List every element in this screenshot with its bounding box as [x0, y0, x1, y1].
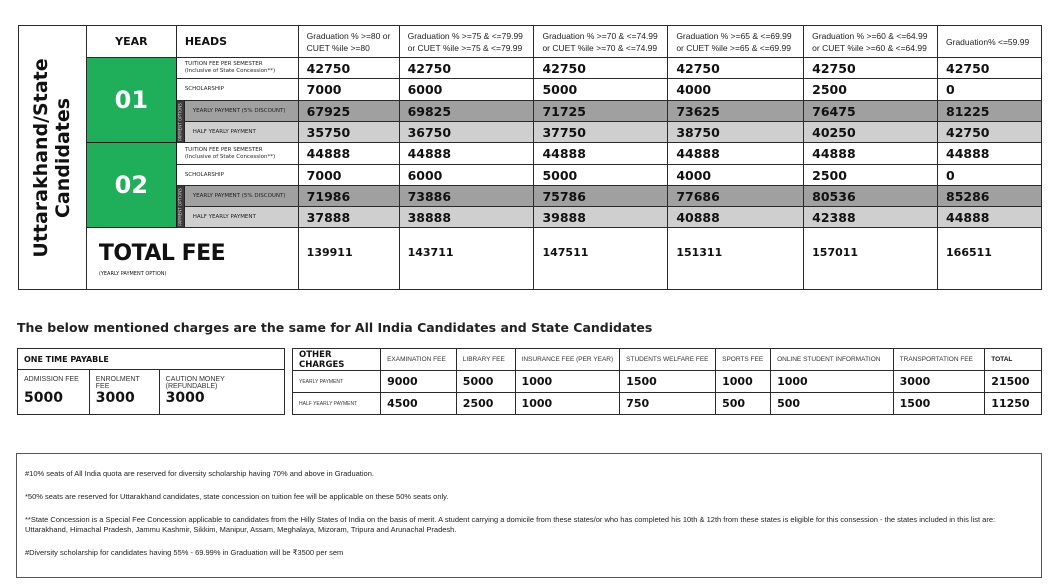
side-title: Uttarakhand/State Candidates: [30, 57, 75, 258]
fee-value: 75786: [534, 186, 668, 207]
fee-value: 44888: [298, 143, 399, 165]
fee-value: 6000: [399, 165, 534, 186]
table-row: [293, 349, 1042, 371]
head-label: HALF YEARLY PAYMENT: [184, 122, 298, 143]
table-row: [19, 143, 1042, 165]
charge-value: 4500: [381, 393, 457, 415]
other-charges-title: OTHER CHARGES: [293, 349, 381, 371]
total-value: 147511: [534, 228, 668, 290]
year-header: YEAR: [86, 26, 176, 58]
fee-value: 6000: [399, 79, 534, 101]
payment-options-label: PAYMENT OPTIONS: [177, 102, 183, 141]
head-label: YEARLY PAYMENT (5% DISCOUNT): [184, 186, 298, 207]
charge-total: 21500: [985, 371, 1042, 393]
fee-value: 71986: [298, 186, 399, 207]
head-label: HALF YEARLY PAYMENT: [184, 207, 298, 228]
charge-row-label: HALF YEARLY PAYMENT: [293, 393, 381, 415]
category-header: Graduation % >=65 & <=69.99 or CUET %ile >=65 & <=69.99: [668, 26, 804, 58]
head-subtext: (Inclusive of State Concession**): [184, 153, 276, 160]
fee-value: 40888: [668, 207, 804, 228]
fee-value: 42388: [804, 207, 938, 228]
fee-value: 39888: [534, 207, 668, 228]
fee-value: 5000: [534, 79, 668, 101]
head-label: [176, 58, 298, 79]
charge-row-label: YEARLY PAYMENT: [293, 371, 381, 393]
fee-value: 42750: [399, 58, 534, 79]
charge-value: 500: [771, 393, 894, 415]
note: #10% seats of All India quota are reserved for diversity scholarship having 70% and above in Graduation.: [25, 469, 374, 478]
fee-value: 42750: [938, 58, 1042, 79]
note: #Diversity scholarship for candidates having 55% - 69.99% in Graduation will be ₹3500 per sem: [25, 548, 344, 557]
fee-value: 38750: [668, 122, 804, 143]
table-row: [18, 370, 285, 391]
charge-value: 1000: [716, 371, 771, 393]
fee-value: 42750: [668, 58, 804, 79]
category-header: Graduation % >=60 & <=64.99 or CUET %ile >=60 & <=64.99: [804, 26, 938, 58]
charge-value: 5000: [456, 371, 515, 393]
fee-value: 44888: [938, 143, 1042, 165]
fee-value: 37750: [534, 122, 668, 143]
total-value: 151311: [668, 228, 804, 290]
fee-value: 35750: [298, 122, 399, 143]
charge-value: 1500: [893, 393, 985, 415]
charge-total: 11250: [985, 393, 1042, 415]
head-subtext: (Inclusive of State Concession**): [184, 68, 276, 74]
one-time-payable-table: [17, 348, 285, 415]
total-label: TOTAL FEE: [98, 240, 226, 266]
year-badge: 01: [86, 58, 176, 143]
charge-header: EXAMINATION FEE: [381, 349, 457, 371]
note: *50% seats are reserved for Uttarakhand candidates, state concession on tuition fee will be applicable on these 50% seats only.: [25, 492, 449, 501]
payment-options-label: PAYMENT OPTIONS: [177, 187, 183, 226]
charge-value: 1500: [620, 371, 716, 393]
total-value: 166511: [938, 228, 1042, 290]
charge-value: 2500: [456, 393, 515, 415]
fee-value: 80536: [804, 186, 938, 207]
charge-header: ONLINE STUDENT INFORMATION: [771, 349, 894, 371]
payment-options-strip: [176, 101, 184, 143]
total-label-cell: [86, 228, 298, 290]
table-row: [18, 390, 285, 415]
fee-value: 42750: [938, 122, 1042, 143]
fee-value: 7000: [298, 79, 399, 101]
total-value: 157011: [804, 228, 938, 290]
charge-value: 750: [620, 393, 716, 415]
head-label: YEARLY PAYMENT (5% DISCOUNT): [184, 101, 298, 122]
total-value: 143711: [399, 228, 534, 290]
charge-header-total: TOTAL: [985, 349, 1042, 371]
fee-value: 40250: [804, 122, 938, 143]
fee-value: 44888: [399, 143, 534, 165]
one-time-label: CAUTION MONEY (REFUNDABLE): [159, 370, 284, 391]
head-label: SCHOLARSHIP: [176, 165, 298, 186]
fee-value: 77686: [668, 186, 804, 207]
notes-box: [16, 453, 1042, 578]
fee-value: 2500: [804, 79, 938, 101]
fee-value: 69825: [399, 101, 534, 122]
fee-value: 4000: [668, 79, 804, 101]
charge-header: TRANSPORTATION FEE: [893, 349, 985, 371]
fee-value: 44888: [668, 143, 804, 165]
total-row: [19, 228, 1042, 290]
head-label: [176, 143, 298, 165]
fee-value: 37888: [298, 207, 399, 228]
fee-value: 7000: [298, 165, 399, 186]
fee-value: 76475: [804, 101, 938, 122]
header-row: [19, 26, 1042, 58]
charge-header: INSURANCE FEE (PER YEAR): [515, 349, 620, 371]
head-text: TUITION FEE PER SEMESTER: [184, 146, 263, 153]
fee-value: 36750: [399, 122, 534, 143]
one-time-value: 3000: [159, 390, 284, 415]
note: **State Concession is a Special Fee Concession applicable to candidates from the Hilly States of India on the basis of merit. A student carrying a domicile from these states/or who has completed his 10th & 12th from these states is eligible for this consession - the states included in this list are: Uttarakhand, Himachal Pradesh, Jammu Kashmir, Sikkim, Manipur, Assam, Meghalaya, Mizoram, Tripura and Arunachal Pradesh.: [25, 515, 996, 534]
charge-value: 1000: [771, 371, 894, 393]
fee-value: 85286: [938, 186, 1042, 207]
state-fee-table: [18, 25, 1042, 290]
heads-header: HEADS: [176, 26, 298, 58]
table-row: [293, 393, 1042, 415]
year-badge: 02: [86, 143, 176, 228]
charge-header: SPORTS FEE: [716, 349, 771, 371]
table-row: [18, 349, 285, 370]
side-title-cell: [19, 26, 87, 290]
charge-header: LIBRARY FEE: [456, 349, 515, 371]
fee-value: 42750: [298, 58, 399, 79]
fee-value: 44888: [534, 143, 668, 165]
fee-value: 81225: [938, 101, 1042, 122]
other-charges-table: [292, 348, 1042, 415]
total-sublabel: (YEARLY PAYMENT OPTION): [98, 270, 167, 277]
charge-value: 3000: [893, 371, 985, 393]
category-header: Graduation % >=70 & <=74.99 or CUET %ile >=70 & <=74.99: [534, 26, 668, 58]
one-time-label: ADMISSION FEE: [18, 370, 90, 391]
one-time-value: 3000: [89, 390, 159, 415]
fee-value: 67925: [298, 101, 399, 122]
fee-value: 2500: [804, 165, 938, 186]
fee-value: 42750: [804, 58, 938, 79]
one-time-title: ONE TIME PAYABLE: [18, 349, 285, 370]
charge-value: 500: [716, 393, 771, 415]
fee-value: 73886: [399, 186, 534, 207]
fee-value: 0: [938, 79, 1042, 101]
charge-value: 1000: [515, 371, 620, 393]
charge-value: 9000: [381, 371, 457, 393]
category-header: Graduation % >=75 & <=79.99 or CUET %ile >=75 & <=79.99: [399, 26, 534, 58]
category-header: Graduation% <=59.99: [938, 26, 1042, 58]
fee-value: 71725: [534, 101, 668, 122]
one-time-value: 5000: [18, 390, 90, 415]
fee-value: 73625: [668, 101, 804, 122]
common-charges-heading: The below mentioned charges are the same for All India Candidates and State Candidates: [17, 320, 653, 335]
payment-options-strip: [176, 186, 184, 228]
charge-header: STUDENTS WELFARE FEE: [620, 349, 716, 371]
fee-value: 4000: [668, 165, 804, 186]
fee-value: 42750: [534, 58, 668, 79]
category-header: Graduation % >=80 or CUET %ile >=80: [298, 26, 399, 58]
head-text: TUITION FEE PER SEMESTER: [184, 61, 263, 67]
one-time-label: ENROLMENT FEE: [89, 370, 159, 391]
fee-value: 44888: [938, 207, 1042, 228]
fee-value: 5000: [534, 165, 668, 186]
table-row: [19, 58, 1042, 79]
table-row: [293, 371, 1042, 393]
head-label: SCHOLARSHIP: [176, 79, 298, 101]
total-value: 139911: [298, 228, 399, 290]
charge-value: 1000: [515, 393, 620, 415]
fee-value: 44888: [804, 143, 938, 165]
fee-value: 38888: [399, 207, 534, 228]
fee-value: 0: [938, 165, 1042, 186]
